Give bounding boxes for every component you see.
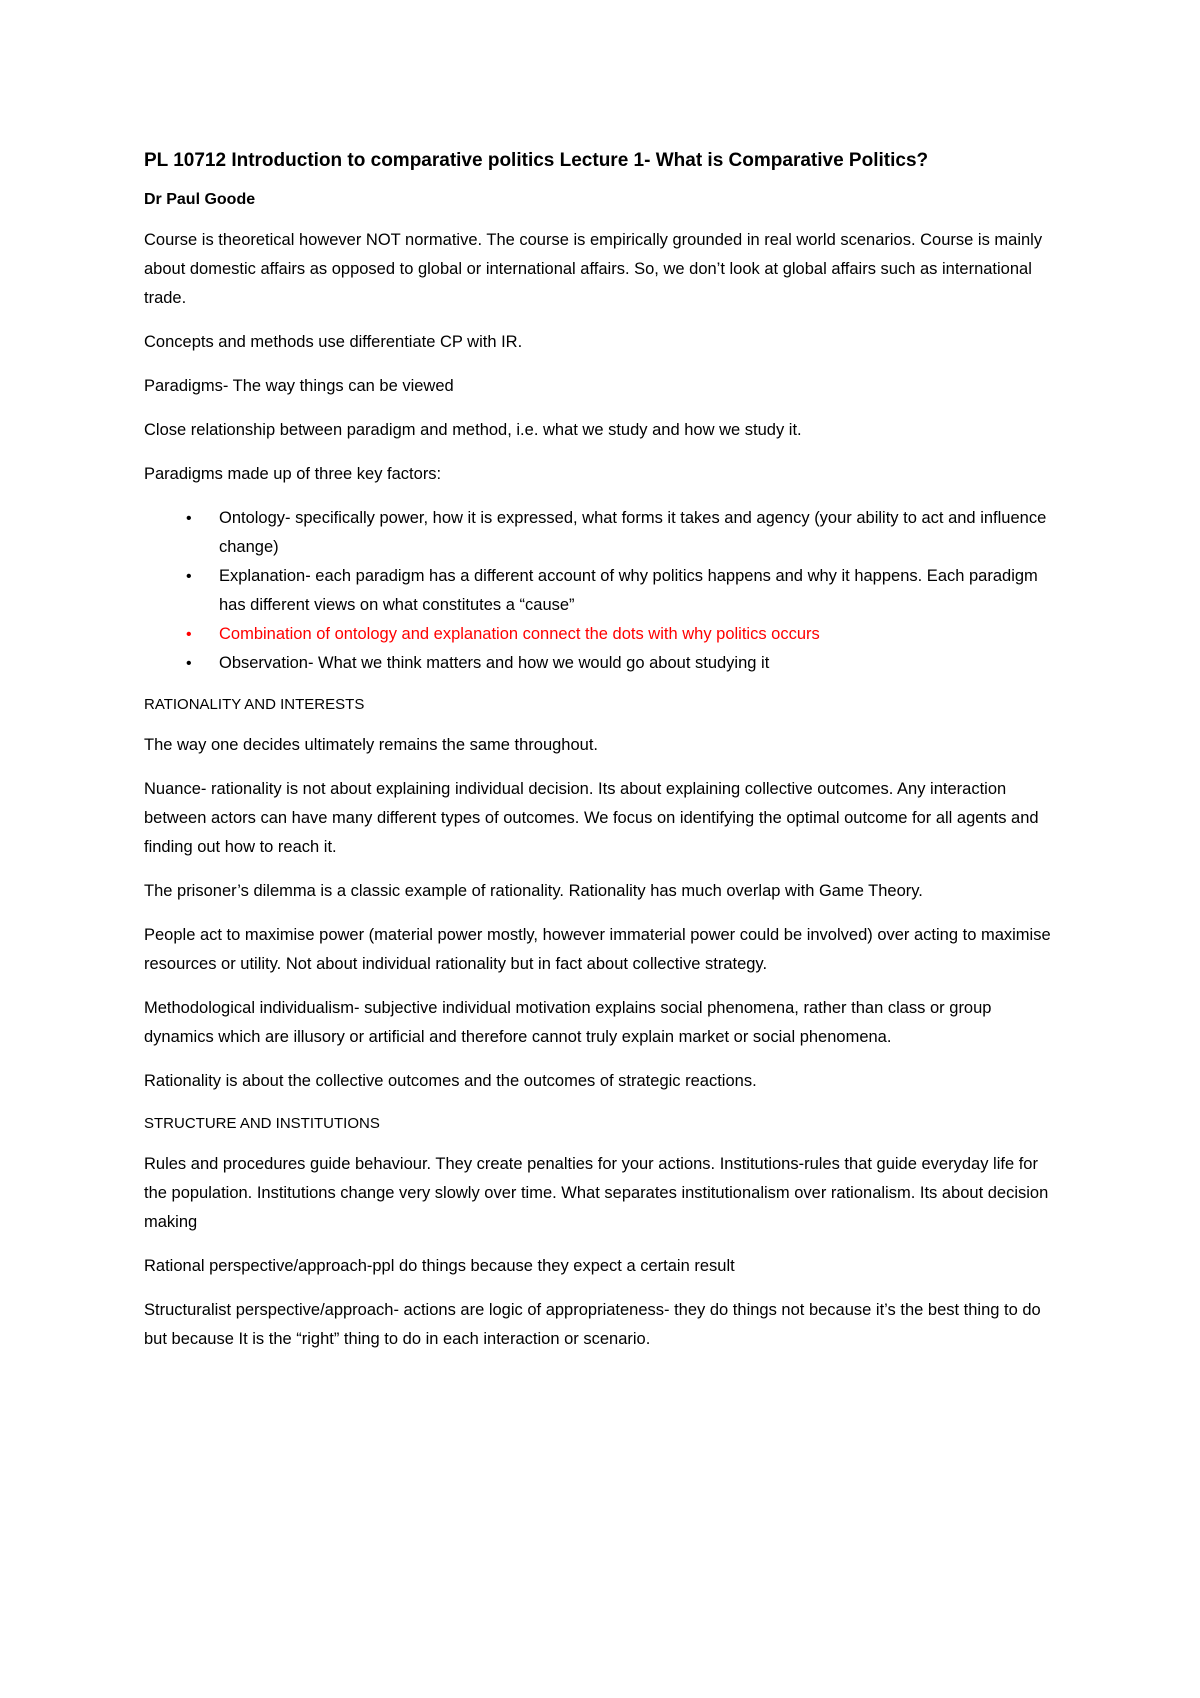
paragraph: Nuance- rationality is not about explaining individual decision. Its about explaining collective outcomes. Any interaction between actors can have many different types of outcomes. We focus on identifying the optimal outcome for all agents and finding out how to reach it. <box>144 780 1039 856</box>
bullet-icon: • <box>186 655 192 672</box>
author-name: Dr Paul Goode <box>144 191 256 208</box>
paragraph: People act to maximise power (material power mostly, however immaterial power could be involved) over acting to maximise resources or utility. Not about individual rationality but in fact about collective strategy. <box>144 926 1051 973</box>
paragraph: Rational perspective/approach-ppl do things because they expect a certain result <box>144 1257 735 1275</box>
list-item-text: Combination of ontology and explanation connect the dots with why politics occurs <box>219 625 820 643</box>
paragraph: Rationality is about the collective outcomes and the outcomes of strategic reactions. <box>144 1072 757 1090</box>
paragraph: Methodological individualism- subjective individual motivation explains social phenomena, rather than class or group dynamics which are illusory or artificial and therefore cannot truly explain market or social phenomena. <box>144 999 992 1046</box>
list-item-text: Observation- What we think matters and how we would go about studying it <box>219 654 770 672</box>
paragraph: Close relationship between paradigm and method, i.e. what we study and how we study it. <box>144 421 802 439</box>
paragraph: Concepts and methods use differentiate CP with IR. <box>144 333 523 351</box>
section-heading-rationality: RATIONALITY AND INTERESTS <box>144 696 365 713</box>
list-item <box>144 562 1064 620</box>
document-title: PL 10712 Introduction to comparative politics Lecture 1- What is Comparative Politics? <box>144 150 929 171</box>
document-page <box>144 148 1064 1369</box>
list-item <box>144 649 1064 678</box>
paragraph: Structuralist perspective/approach- actions are logic of appropriateness- they do things not because it’s the best thing to do but because It is the “right” thing to do in each interaction or scenario. <box>144 1301 1041 1348</box>
paradigm-factors-list <box>144 504 1064 678</box>
paragraph: Course is theoretical however NOT normative. The course is empirically grounded in real world scenarios. Course is mainly about domestic affairs as opposed to global or international affairs. So, we don’t look at global affairs such as international trade. <box>144 231 1043 307</box>
list-item-highlighted <box>144 620 1064 649</box>
list-item-text: Explanation- each paradigm has a different account of why politics happens and why it happens. Each paradigm has different views on what constitutes a “cause” <box>219 567 1038 614</box>
paragraph: Rules and procedures guide behaviour. They create penalties for your actions. Institutions-rules that guide everyday life for the population. Institutions change very slowly over time. What separates institutionalism over rationalism. Its about decision making <box>144 1155 1049 1231</box>
bullet-icon: • <box>186 510 192 527</box>
paragraph: Paradigms made up of three key factors: <box>144 465 442 483</box>
paragraph: The prisoner’s dilemma is a classic example of rationality. Rationality has much overlap with Game Theory. <box>144 882 923 900</box>
paragraph: The way one decides ultimately remains the same throughout. <box>144 736 598 754</box>
paragraph: Paradigms- The way things can be viewed <box>144 377 454 395</box>
bullet-icon: • <box>186 626 192 643</box>
section-heading-structure: STRUCTURE AND INSTITUTIONS <box>144 1115 380 1132</box>
list-item-text: Ontology- specifically power, how it is expressed, what forms it takes and agency (your ability to act and influence change) <box>219 509 1047 556</box>
list-item <box>144 504 1064 562</box>
bullet-icon: • <box>186 568 192 585</box>
